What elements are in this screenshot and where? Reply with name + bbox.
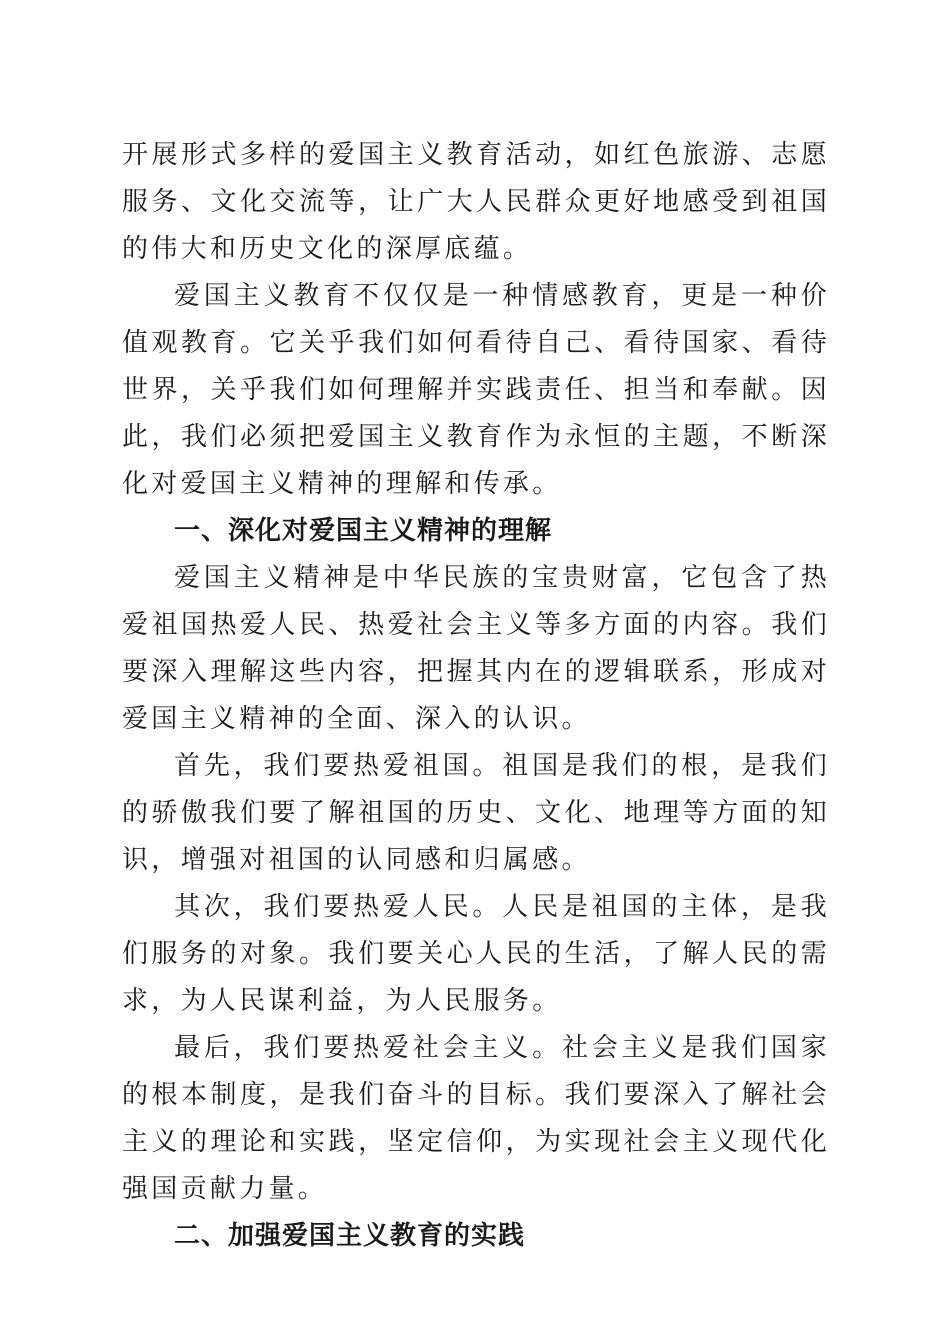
- paragraph: 其次，我们要热爱人民。人民是祖国的主体，是我们服务的对象。我们要关心人民的生活，了解人民的需求，为人民谋利益，为人民服务。: [122, 892, 830, 1016]
- section-heading-2: 二、加强爱国主义教育的实践: [174, 1221, 526, 1251]
- paragraph: 爱国主义精神是中华民族的宝贵财富，它包含了热爱祖国热爱人民、热爱社会主义等多方面的内容。我们要深入理解这些内容，把握其内在的逻辑联系，形成对爱国主义精神的全面、深入的认识。: [122, 563, 830, 734]
- section-heading-1: 一、深化对爱国主义精神的理解: [174, 516, 553, 546]
- document-body: [122, 132, 830, 1260]
- paragraph: 首先，我们要热爱祖国。祖国是我们的根，是我们的骄傲我们要了解祖国的历史、文化、地理等方面的知识，增强对祖国的认同感和归属感。: [122, 751, 830, 875]
- paragraph: 最后，我们要热爱社会主义。社会主义是我们国家的根本制度，是我们奋斗的目标。我们要深入了解社会主义的理论和实践，坚定信仰，为实现社会主义现代化强国贡献力量。: [122, 1033, 830, 1204]
- paragraph-continuation: 开展形式多样的爱国主义教育活动，如红色旅游、志愿服务、文化交流等，让广大人民群众更好地感受到祖国的伟大和历史文化的深厚底蕴。: [122, 140, 830, 264]
- paragraph: 爱国主义教育不仅仅是一种情感教育，更是一种价值观教育。它关乎我们如何看待自己、看待国家、看待世界，关乎我们如何理解并实践责任、担当和奉献。因此，我们必须把爱国主义教育作为永恒的主题，不断深化对爱国主义精神的理解和传承。: [122, 281, 830, 499]
